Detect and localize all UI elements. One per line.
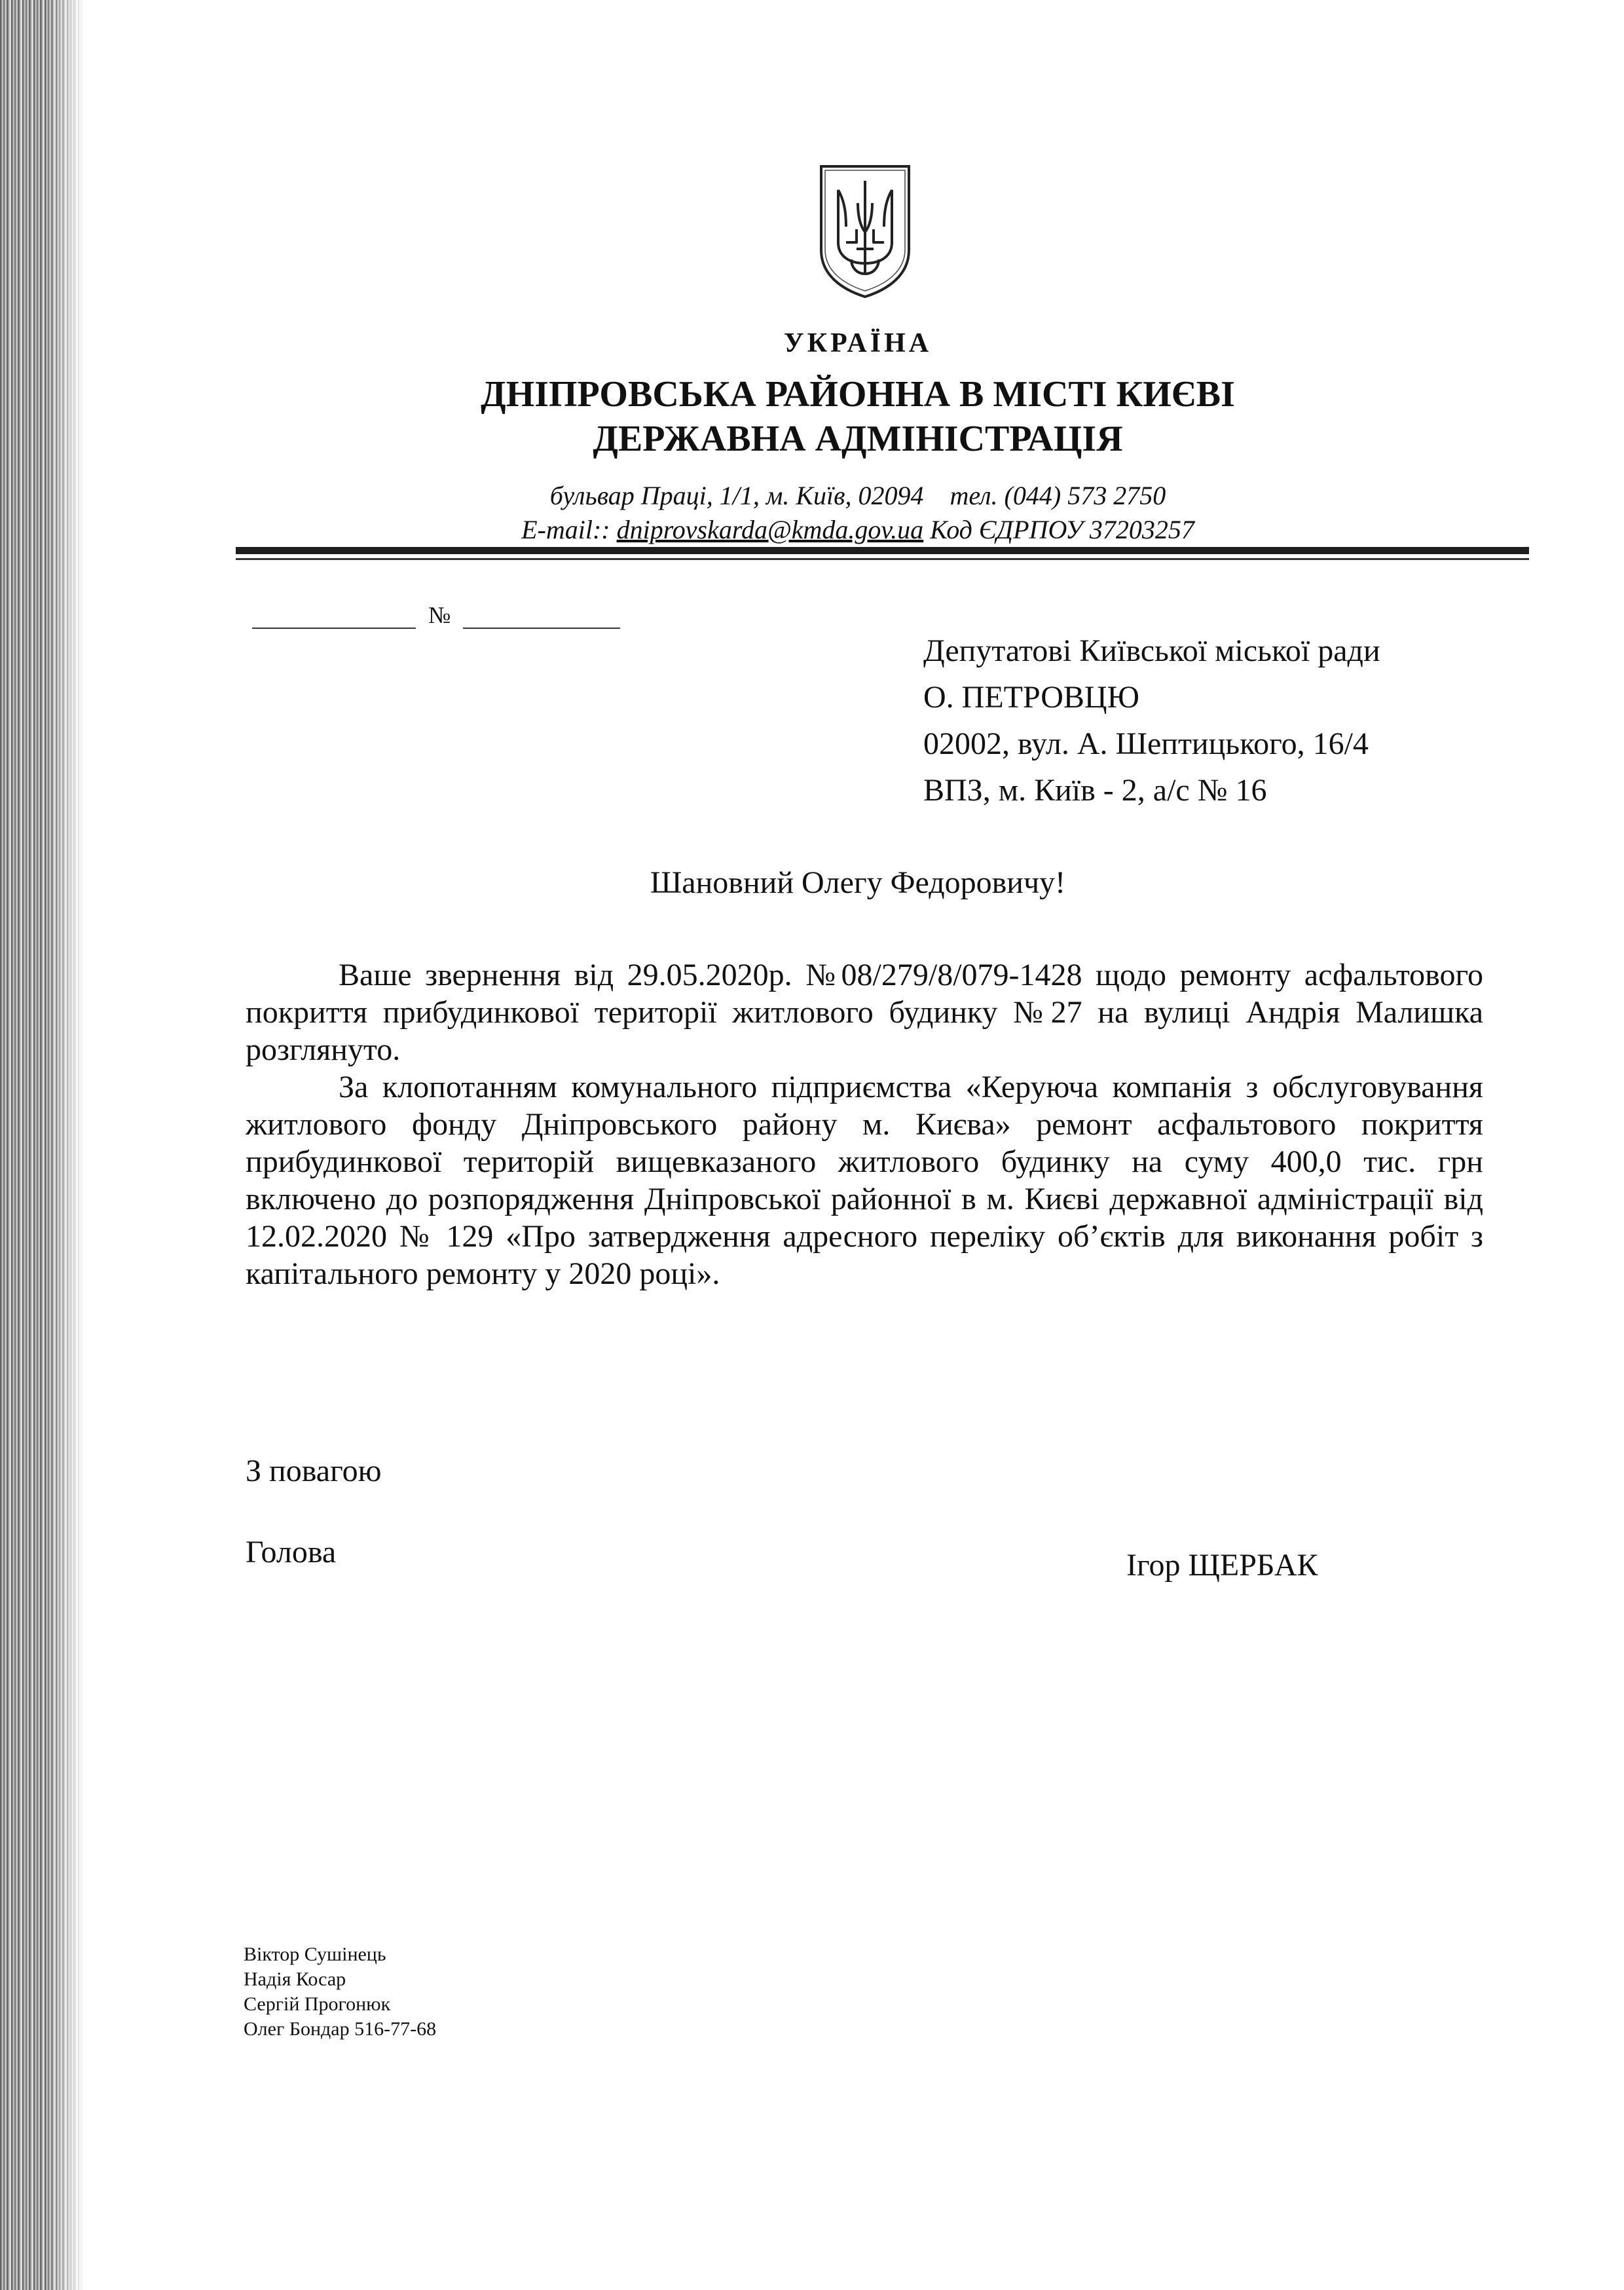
organization-address: бульвар Праці, 1/1, м. Київ, 02094 (549, 481, 924, 510)
header-divider-thin (236, 558, 1529, 560)
organization-name-line1: ДНІПРОВСЬКА РАЙОННА В МІСТІ КИЄВІ (481, 374, 1235, 415)
executor-line4: Олег Бондар 516-77-68 (244, 2018, 437, 2040)
salutation: Шановний Олегу Федоровичу! (650, 865, 1066, 900)
country-name: УКРАЇНА (783, 328, 932, 358)
body-paragraph-2: За клопотанням комунального підприємства «Керуюча компанія з обслуговування житлового фонду Дніпровського району м. Києва» ремонт асфальтового покриття прибудинкової територій вищевказаного житлового будинку на суму 400,0 тис. грн включено до розпорядження Дніпровської районної в м. Києві державної адміністрації від 12.02.2020 № 129 «Про затвердження адресного переліку об’єктів для виконання робіт з капітального ремонту у 2020 році». (246, 1070, 1483, 1291)
addressee-line1: Депутатові Київської міської ради (923, 633, 1380, 668)
organization-edrpou: Код ЄДРПОУ 37203257 (930, 515, 1194, 544)
email-label: E-mail:: (521, 515, 610, 544)
letter-body (246, 956, 1483, 1292)
addressee-line2: О. ПЕТРОВЦЮ (923, 680, 1139, 715)
registration-number-blank (463, 601, 620, 629)
addressee-line3: 02002, вул. А. Шептицького, 16/4 (923, 726, 1369, 761)
organization-phone: тел. (044) 573 2750 (950, 481, 1166, 510)
organization-email: dniprovskarda@kmda.gov.ua (616, 515, 924, 544)
registration-date-blank (252, 601, 416, 629)
closing-phrase: З повагою (246, 1454, 382, 1488)
addressee-line4: ВПЗ, м. Київ - 2, а/с № 16 (923, 773, 1267, 808)
contact-address-line (0, 480, 1624, 511)
registration-line (252, 601, 620, 631)
executor-line1: Віктор Сушінець (244, 1943, 386, 1965)
organization-name-line2: ДЕРЖАВНА АДМІНІСТРАЦІЯ (593, 419, 1123, 459)
contact-email-line (0, 514, 1624, 545)
trident-coat-of-arms-icon (817, 164, 913, 299)
executor-line2: Надія Косар (244, 1968, 346, 1990)
executors-block (244, 1942, 436, 2042)
signer-name: Ігор ЩЕРБАК (1126, 1548, 1318, 1583)
body-paragraph-1: Ваше звернення від 29.05.2020р. №08/279/8/079-1428 щодо ремонту асфальтового покриття прибудинкової території житлового будинку №27 на вулиці Андрія Малишка розглянуто. (246, 958, 1483, 1067)
signer-position: Голова (246, 1535, 337, 1569)
registration-number-sign: № (428, 602, 451, 628)
addressee-block (923, 628, 1380, 814)
executor-line3: Сергій Прогонюк (244, 1993, 391, 2015)
header-divider-thick (236, 547, 1529, 554)
